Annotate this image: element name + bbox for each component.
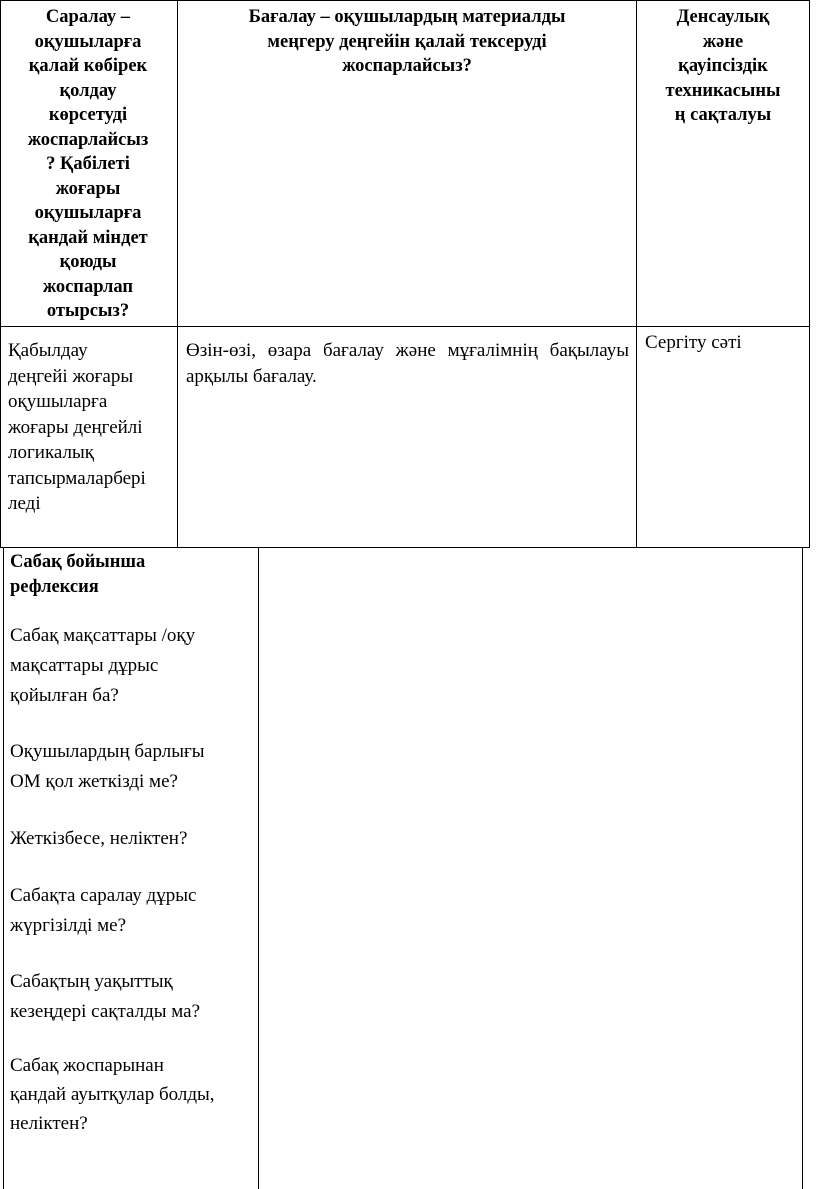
reflection-question: Сабақта саралау дұрыс жүргізілді ме? (10, 885, 197, 936)
table-border-left (0, 0, 1, 548)
reflection-question: Сабақтың уақыттық кезеңдері сақталды ма? (10, 971, 201, 1022)
table-row-divider (0, 326, 810, 327)
reflection-column-divider (258, 548, 259, 1189)
reflection-border-left (3, 548, 4, 1189)
cell-health-safety: Сергіту сәті (645, 332, 742, 353)
table-column-divider (177, 0, 178, 548)
table-border-bottom (0, 547, 810, 548)
cell-differentiation: Қабылдау деңгейі жоғары оқушыларға жоғары деңгейлі логикалық тапсырмаларбері леді (8, 340, 146, 514)
header-differentiation: Саралау – оқушыларға қалай көбірек қолдау көрсетуді жоспарлайсыз ? Қабілеті жоғары оқушыларға қандай міндет қоюды жоспарлап отырсыз? (27, 7, 149, 321)
reflection-question: Жеткізбесе, неліктен? (10, 828, 188, 849)
table-border-top (0, 0, 810, 1)
reflection-border-right (802, 548, 803, 1189)
cell-assessment: Өзін-өзі, өзара бағалау және мұғалімнің бақылауы арқылы бағалау. (186, 340, 629, 387)
reflection-question: Сабақ мақсаттары /оқу мақсаттары дұрыс қойылған ба? (10, 625, 196, 706)
header-assessment: Бағалау – оқушылардың материалды меңгеру деңгейін қалай тексеруді жоспарлайсыз? (248, 7, 566, 76)
reflection-question: Сабақ жоспарынан қандай ауытқулар болды, неліктен? (10, 1055, 215, 1134)
table-column-divider (636, 0, 637, 548)
reflection-answer-area[interactable] (265, 552, 795, 1182)
reflection-title: Сабақ бойынша рефлексия (10, 552, 146, 597)
header-health-safety: Денсаулық және қауіпсіздік техникасыны ң сақталуы (665, 7, 781, 125)
reflection-question: Оқушылардың барлығы ОМ қол жеткізді ме? (10, 741, 205, 792)
table-border-right (809, 0, 810, 548)
